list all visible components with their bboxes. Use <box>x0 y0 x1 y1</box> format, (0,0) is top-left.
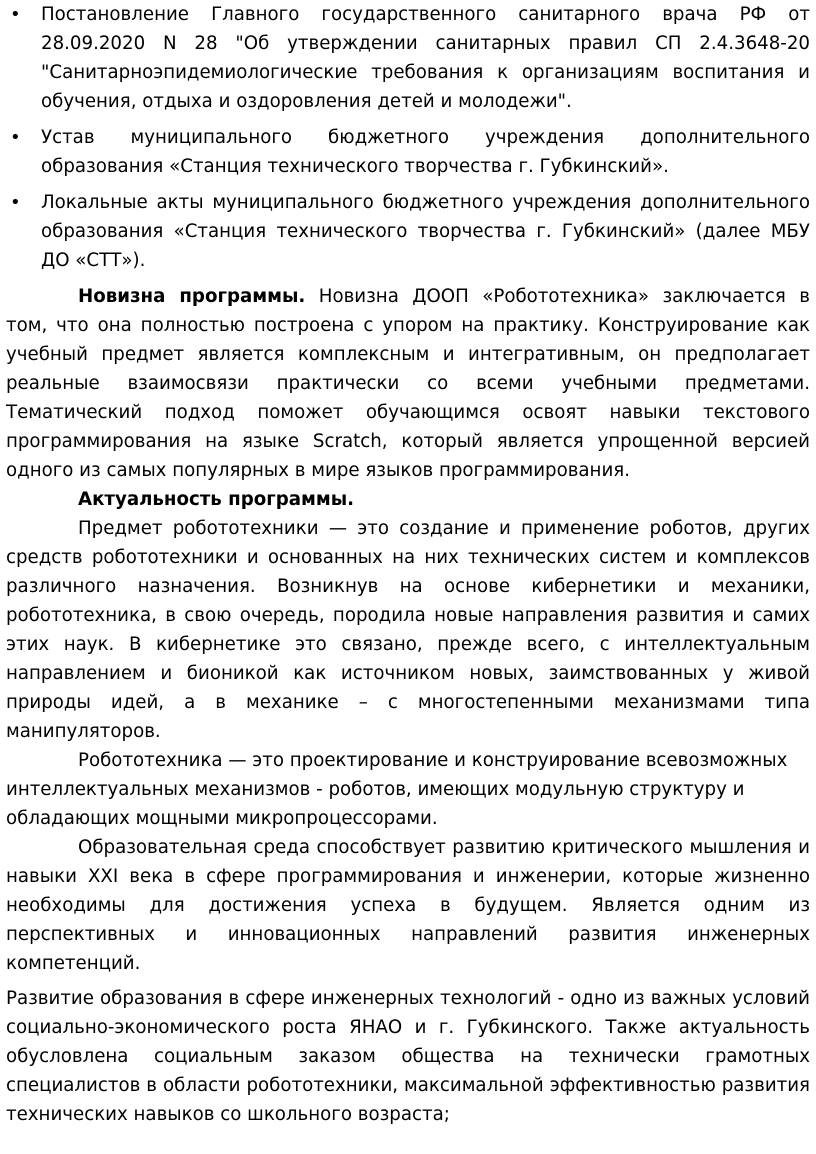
list-item: • Устав муниципального бюджетного учреждения дополнительного образования «Станция технического творчества г. Губкинский». <box>6 123 810 181</box>
relevance-paragraph-3: Образовательная среда способствует развитию критического мышления и навыки XXI века в сфере программирования и инженерии, которые жизненно необходимы для достижения успеха в будущем. Является одним из перспективных и инновационных направлений развития инженерных компетенций. <box>6 837 810 974</box>
document-body <box>6 0 810 1129</box>
relevance-paragraph-4: Развитие образования в сфере инженерных технологий - одно из важных условий социально-экономического роста ЯНАО и г. Губкинского. Также актуальность обусловлена социальным заказом общества на технически грамотных специалистов в области робототехники, максимальной эффективностью развития технических навыков со школьного возраста; <box>6 988 810 1125</box>
relevance-paragraph-2: Робототехника — это проектирование и конструирование всевозможных интеллектуальных механизмов - роботов, имеющих модульную структуру и обладающих мощными микропроцессорами. <box>6 750 788 829</box>
list-item: • Локальные акты муниципального бюджетного учреждения дополнительного образования «Станция технического творчества г. Губкинский» (далее МБУ ДО «СТТ»). <box>6 188 810 275</box>
novelty-paragraph <box>6 282 810 485</box>
novelty-text: Новизна ДООП «Робототехника» заключается в том, что она полностью построена с упором на практику. Конструирование как учебный предмет является комплексным и интегративным, он предполагает реальные взаимосвязи практически со всеми учебными предметами. Тематический подход поможет обучающимся освоят навыки текстового программирования на языке Scratch, который является упрощенной версией одного из самых популярных в мире языков программирования. <box>6 286 810 481</box>
list-item: • Постановление Главного государственного санитарного врача РФ от 28.09.2020 N 28 "Об утверждении санитарных правил СП 2.4.3648-20 "Санитарноэпидемиологические требования к организациям воспитания и обучения, отдыха и оздоровления детей и молодежи". <box>6 0 810 116</box>
relevance-paragraph-1: Предмет робототехники — это создание и применение роботов, других средств робототехники и основанных на них технических систем и комплексов различного назначения. Возникнув на основе кибернетики и механики, робототехника, в свою очередь, породила новые направления развития и самих этих наук. В кибернетике это связано, прежде всего, с интеллектуальным направлением и бионикой как источником новых, заимствованных у живой природы идей, а в механике – с многостепенными механизмами типа манипуляторов. <box>6 518 810 742</box>
regulations-list <box>6 0 810 275</box>
novelty-title: Новизна программы. <box>78 286 306 307</box>
relevance-title: Актуальность программы. <box>78 489 355 510</box>
